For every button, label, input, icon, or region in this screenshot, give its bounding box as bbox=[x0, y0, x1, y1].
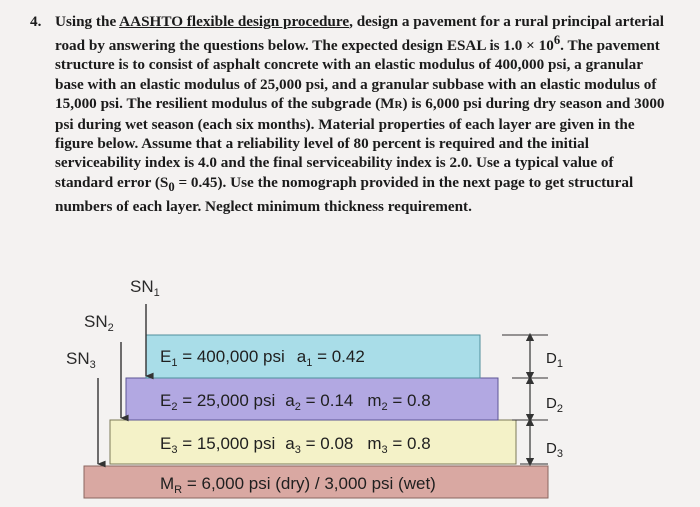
problem-text-part-3: ) is 6,000 psi during dry season and 3000 psi during wet season (each six months). Material properties of each layer are given in the figure below. Assume that a reliability level of 80 percent is required and the initial serviceability index is 4.0 and the final serviceability index is 2.0. Use a typical value of standard error (S bbox=[55, 94, 665, 191]
mr-subscript: R bbox=[394, 98, 403, 111]
problem-method: AASHTO flexible design procedure bbox=[119, 13, 350, 30]
sn1-label: $SN_1$ bbox=[130, 277, 160, 299]
sn3-label: $SN_3$ bbox=[66, 349, 96, 371]
so-subscript: 0 bbox=[168, 179, 175, 194]
problem-text-part-2: . The pavement structure is to consist of asphalt concrete with an elastic modulus of 400,000 psi, a granular base with an elastic modulus of 25,000 psi, and a granular subbase with an elastic modulus of 15,000 psi. The resilient modulus of the subgrade (M bbox=[55, 37, 660, 112]
d3-label: $D_3$ bbox=[546, 440, 563, 460]
base-properties: $E_2 = 25,000$ psi $a_2 = 0.14$ $m_2 = 0.8$ bbox=[160, 391, 431, 413]
problem-text-part-1: , design a pavement for a rural principal arterial road by answering the questions below. The expected design ESAL is 1.0 × 10 bbox=[55, 13, 664, 55]
problem-text-part-4: = 0.45). Use the nomograph provided in the next page to get structural numbers of each layer. Neglect minimum thickness requirement. bbox=[55, 173, 634, 215]
problem-intro: Using the bbox=[55, 13, 120, 30]
subbase-properties: $E_3 = 15,000$ psi $a_3 = 0.08$ $m_3 = 0.8$ bbox=[160, 434, 431, 456]
esal-exponent: 6 bbox=[553, 33, 561, 48]
d2-label: $D_2$ bbox=[546, 395, 563, 415]
asphalt-properties: $E_1 = 400,000$ psi $a_1 = 0.42$ bbox=[160, 347, 365, 369]
sn2-label: $SN_2$ bbox=[84, 312, 114, 334]
d1-label: $D_1$ bbox=[546, 350, 563, 370]
problem-number: 4. bbox=[30, 13, 42, 30]
subgrade-properties: $M_R = 6,000$ psi (dry) / 3,000 psi (wet) bbox=[160, 474, 436, 496]
